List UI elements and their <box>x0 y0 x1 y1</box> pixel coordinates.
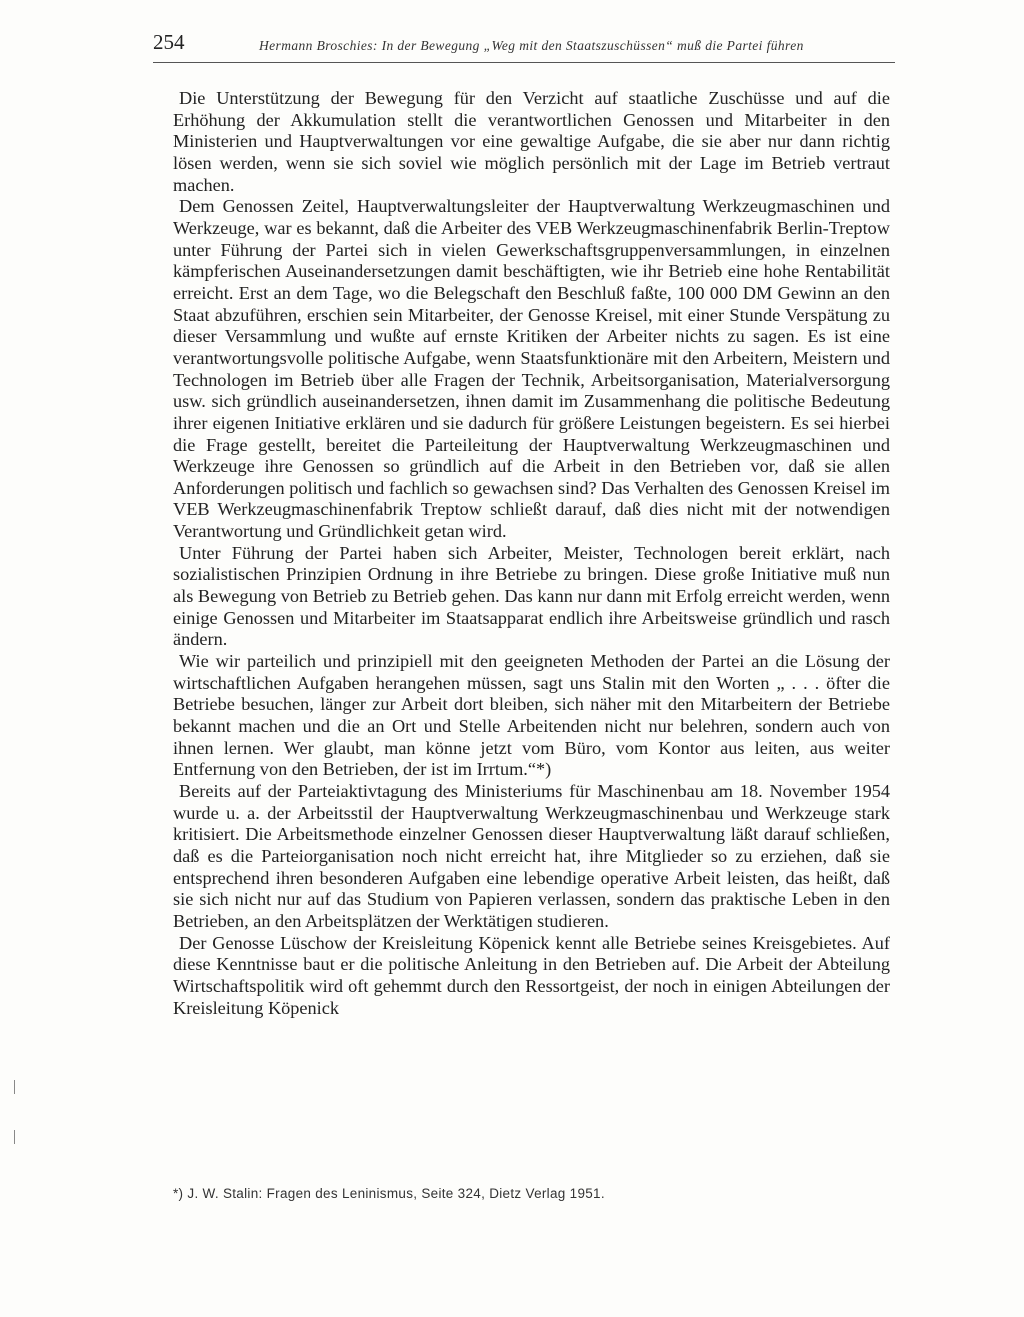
page-number: 254 <box>153 30 185 54</box>
running-head: Hermann Broschies: In der Bewegung „Weg mit den Staatszuschüssen“ muß die Partei führen <box>259 38 804 53</box>
paragraph-1: Die Unterstützung der Bewegung für den Verzicht auf staatliche Zuschüsse und auf die Erhöhung der Akkumulation stellt die verantwortlichen Genossen und Mitarbeiter in den Ministerien und Hauptverwaltungen vor eine gewaltige Aufgabe, die sie aber nur dann richtig lösen werden, wenn sie sich soviel wie möglich persönlich mit der Lage im Betrieb vertraut machen. <box>173 88 890 195</box>
body-text <box>173 88 890 1019</box>
paragraph-5: Bereits auf der Parteiaktivtagung des Ministeriums für Maschinenbau am 18. November 1954 wurde u. a. der Arbeitsstil der Hauptverwaltung Werkzeugmaschinenbau und Werkzeuge stark kritisiert. Die Arbeitsmethode einzelner Genossen dieser Hauptverwaltung läßt darauf schließen, daß es die Parteiorganisation noch nicht erreicht hat, ihre Mitglieder so zu erziehen, daß sie entsprechend ihren besonderen Aufgaben eine lebendige operative Arbeit leisten, das heißt, daß sie sich nicht nur auf das Studium von Papieren verlassen, sondern das praktische Leben in den Betrieben, an den Arbeitsplätzen der Werktätigen studieren. <box>173 781 890 931</box>
footnote: *) J. W. Stalin: Fragen des Leninismus, Seite 324, Dietz Verlag 1951. <box>173 1186 605 1201</box>
margin-scan-mark <box>14 1130 15 1144</box>
paragraph-3: Unter Führung der Partei haben sich Arbeiter, Meister, Technologen bereit erklärt, nach sozialistischen Prinzipien Ordnung in ihre Betriebe zu bringen. Diese große Initiative muß nun als Bewegung von Betrieb zu Betrieb gehen. Das kann nur dann mit Erfolg erreicht werden, wenn einige Genossen und Mitarbeiter im Staatsapparat endlich ihre Arbeitsweise gründlich und rasch ändern. <box>173 542 890 650</box>
paragraph-4: Wie wir parteilich und prinzipiell mit den geeigneten Methoden der Partei an die Lösung der wirtschaftlichen Aufgaben herangehen müssen, sagt uns Stalin mit den Worten „ . . . öfter die Betriebe besuchen, länger zur Arbeit dort bleiben, sich näher mit den Mitarbeitern der Betriebe bekannt machen und die an Ort und Stelle Arbeitenden nicht nur belehren, sondern auch von ihnen lernen. Wer glaubt, man könne jetzt vom Büro, vom Kontor aus leiten, aus weiter Entfernung von den Betrieben, der ist im Irrtum.“*) <box>173 651 890 780</box>
page-header <box>153 28 895 63</box>
margin-scan-mark <box>14 1080 15 1094</box>
paragraph-2: Dem Genossen Zeitel, Hauptverwaltungsleiter der Hauptverwaltung Werkzeugmaschinen und Werkzeuge, war es bekannt, daß die Arbeiter des VEB Werkzeugmaschinenfabrik Berlin-Treptow unter Führung der Partei sich in vielen Gewerkschaftsgruppenversammlungen, in einzelnen kämpferischen Auseinandersetzungen damit beschäftigten, wie ihr Betrieb eine hohe Rentabilität erreicht. Erst an dem Tage, wo die Belegschaft den Beschluß faßte, 100 000 DM Gewinn an den Staat abzuführen, erschien sein Mitarbeiter, der Genosse Kreisel, mit einer Stunde Verspätung zu dieser Versammlung und wußte auf ernste Kritiken der Arbeiter nichts zu sagen. Es ist eine verantwortungsvolle politische Aufgabe, wenn Staatsfunktionäre mit den Arbeitern, Meistern und Technologen im Betrieb über alle Fragen der Technik, Arbeitsorganisation, Materialversorgung usw. sich gründlich auseinandersetzen, ihnen damit im Zusammenhang die politische Bedeutung ihrer eigenen Initiative erklären und sie dadurch für größere Leistungen begeistern. Es sei hierbei die Frage gestellt, bereitet die Parteileitung der Hauptverwaltung Werkzeugmaschinen und Werkzeuge ihre Genossen so gründlich auf die Arbeit in den Betrieben vor, daß sie allen Anforderungen politisch und fachlich so gewachsen sind? Das Verhalten des Genossen Kreisel im VEB Werkzeugmaschinenfabrik Treptow schließt darauf, daß dies nicht mit der notwendigen Verantwortung und Gründlichkeit getan wird. <box>173 196 890 542</box>
paragraph-6: Der Genosse Lüschow der Kreisleitung Köpenick kennt alle Betriebe seines Kreisgebietes. Auf diese Kenntnisse baut er die politische Anleitung in den Betrieben auf. Die Arbeit der Abteilung Wirtschaftspolitik wird oft gehemmt durch den Ressortgeist, der noch in einigen Abteilungen der Kreisleitung Köpenick <box>173 932 890 1018</box>
